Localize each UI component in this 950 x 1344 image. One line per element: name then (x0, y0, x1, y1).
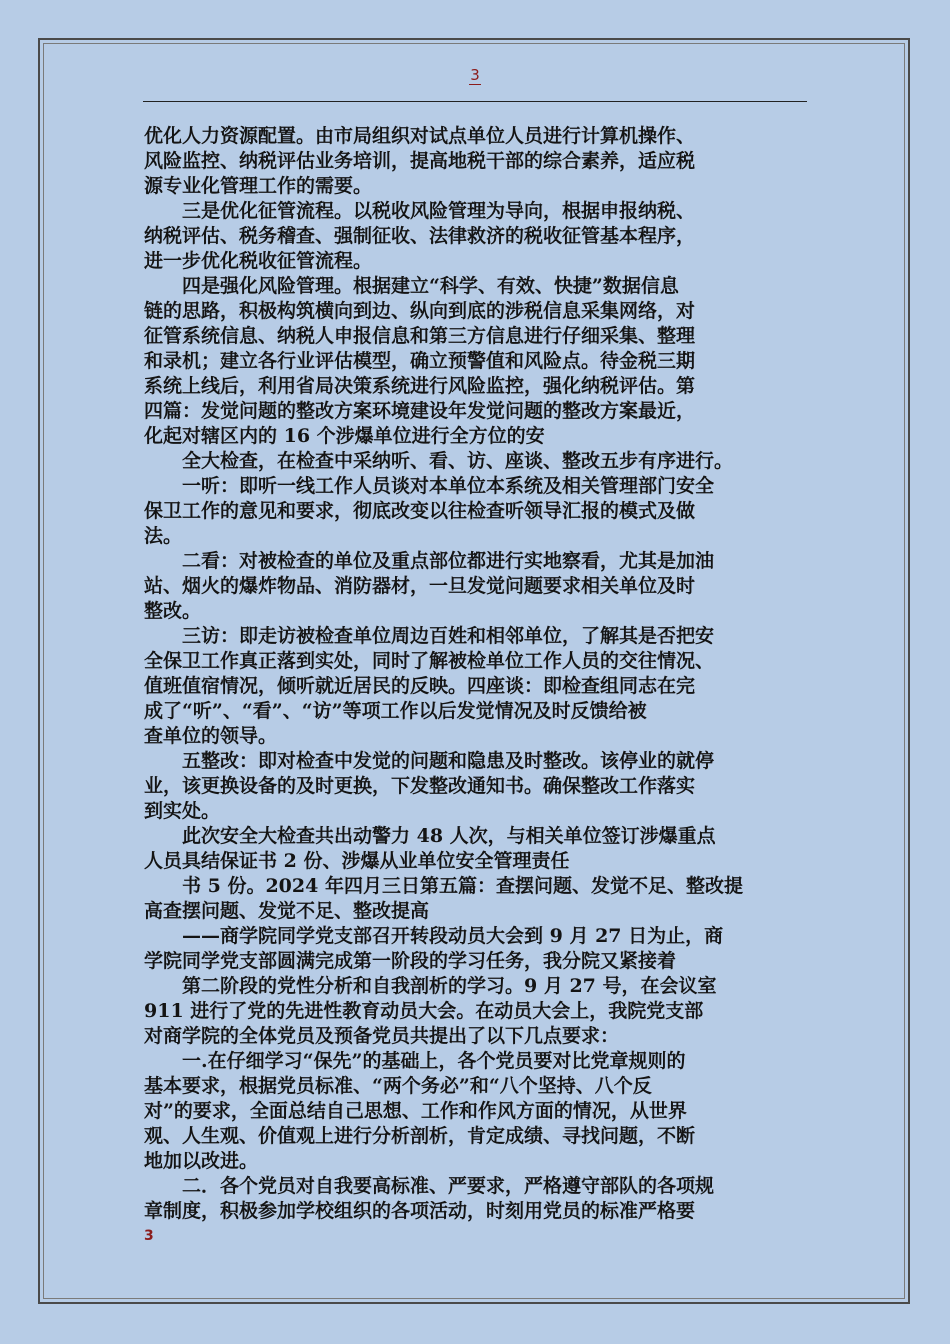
text-line: 学院同学党支部圆满完成第一阶段的学习任务，我分院又紧接着 (144, 950, 677, 972)
text-line: 系统上线后，利用省局决策系统进行风险监控，强化纳税评估。第 (144, 375, 696, 397)
footer-page-number: 3 (144, 1228, 154, 1244)
text-line: 五整改：即对检查中发觉的问题和隐患及时整改。该停业的就停 (144, 750, 715, 772)
text-line: 三访：即走访被检查单位周边百姓和相邻单位，了解其是否把安 (144, 625, 715, 647)
text-line: 纳税评估、税务稽查、强制征收、法律救济的税收征管基本程序， (144, 225, 696, 247)
text-line: 对”的要求，全面总结自己思想、工作和作风方面的情况，从世界 (144, 1100, 687, 1122)
text-line: ——商学院同学党支部召开转段动员大会到 9 月 27 日为止，商 (144, 925, 724, 947)
text-line: 一.在仔细学习“保先”的基础上，各个党员要对比党章规则的 (144, 1050, 686, 1072)
text-line: 化起对辖区内的 16 个涉爆单位进行全方位的安 (144, 425, 545, 447)
text-line: 全保卫工作真正落到实处，同时了解被检单位工作人员的交往情况、 (144, 650, 715, 672)
text-line: 进一步优化税收征管流程。 (144, 250, 373, 272)
text-line: 书 5 份。2024 年四月三日第五篇：查摆问题、发觉不足、整改提 (144, 875, 743, 897)
text-line: 保卫工作的意见和要求，彻底改变以往检查听领导汇报的模式及做 (144, 500, 696, 522)
text-line: 一听：即听一线工作人员谈对本单位本系统及相关管理部门安全 (144, 475, 715, 497)
text-line: 基本要求，根据党员标准、“两个务必”和“八个坚持、八个反 (144, 1075, 652, 1097)
text-line: 站、烟火的爆炸物品、消防器材，一旦发觉问题要求相关单位及时 (144, 575, 696, 597)
text-line: 二．各个党员对自我要高标准、严要求，严格遵守部队的各项规 (144, 1175, 715, 1197)
header-divider (143, 101, 807, 102)
text-line: 911 进行了党的先进性教育动员大会。在动员大会上，我院党支部 (144, 1000, 704, 1022)
text-line: 此次安全大检查共出动警力 48 人次，与相关单位签订涉爆重点 (144, 825, 716, 847)
header-page-number: 3 (470, 66, 480, 84)
text-line: 征管系统信息、纳税人申报信息和第三方信息进行仔细采集、整理 (144, 325, 696, 347)
text-line: 业，该更换设备的及时更换，下发整改通知书。确保整改工作落实 (144, 775, 696, 797)
text-line: 源专业化管理工作的需要。 (144, 175, 373, 197)
text-line: 人员具结保证书 2 份、涉爆从业单位安全管理责任 (144, 850, 570, 872)
text-line: 第二阶段的党性分析和自我剖析的学习。9 月 27 号，在会议室 (144, 975, 717, 997)
document-body (144, 124, 808, 1224)
text-line: 优化人力资源配置。由市局组织对试点单位人员进行计算机操作、 (144, 125, 696, 147)
text-line: 和录机；建立各行业评估模型，确立预警值和风险点。待金税三期 (144, 350, 696, 372)
text-line: 链的思路，积极构筑横向到边、纵向到底的涉税信息采集网络，对 (144, 300, 696, 322)
text-line: 成了“听”、“看”、“访”等项工作以后发觉情况及时反馈给被 (144, 700, 647, 722)
text-line: 二看：对被检查的单位及重点部位都进行实地察看，尤其是加油 (144, 550, 715, 572)
text-line: 查单位的领导。 (144, 725, 278, 747)
text-line: 整改。 (144, 600, 202, 622)
text-line: 到实处。 (144, 800, 221, 822)
text-line: 法。 (144, 525, 183, 547)
text-line: 三是优化征管流程。以税收风险管理为导向，根据申报纳税、 (144, 200, 696, 222)
text-line: 风险监控、纳税评估业务培训，提高地税干部的综合素养，适应税 (144, 150, 696, 172)
text-line: 观、人生观、价值观上进行分析剖析，肯定成绩、寻找问题，不断 (144, 1125, 696, 1147)
text-line: 值班值宿情况，倾听就近居民的反映。四座谈：即检查组同志在完 (144, 675, 696, 697)
text-line: 全大检查，在检查中采纳听、看、访、座谈、整改五步有序进行。 (144, 450, 734, 472)
text-line: 高查摆问题、发觉不足、整改提高 (144, 900, 430, 922)
text-line: 对商学院的全体党员及预备党员共提出了以下几点要求： (144, 1025, 620, 1047)
text-line: 地加以改进。 (144, 1150, 259, 1172)
text-line: 四是强化风险管理。根据建立“科学、有效、快捷”数据信息 (144, 275, 679, 297)
text-line: 章制度，积极参加学校组织的各项活动，时刻用党员的标准严格要 (144, 1200, 696, 1222)
text-line: 四篇：发觉问题的整改方案环境建设年发觉问题的整改方案最近， (144, 400, 696, 422)
